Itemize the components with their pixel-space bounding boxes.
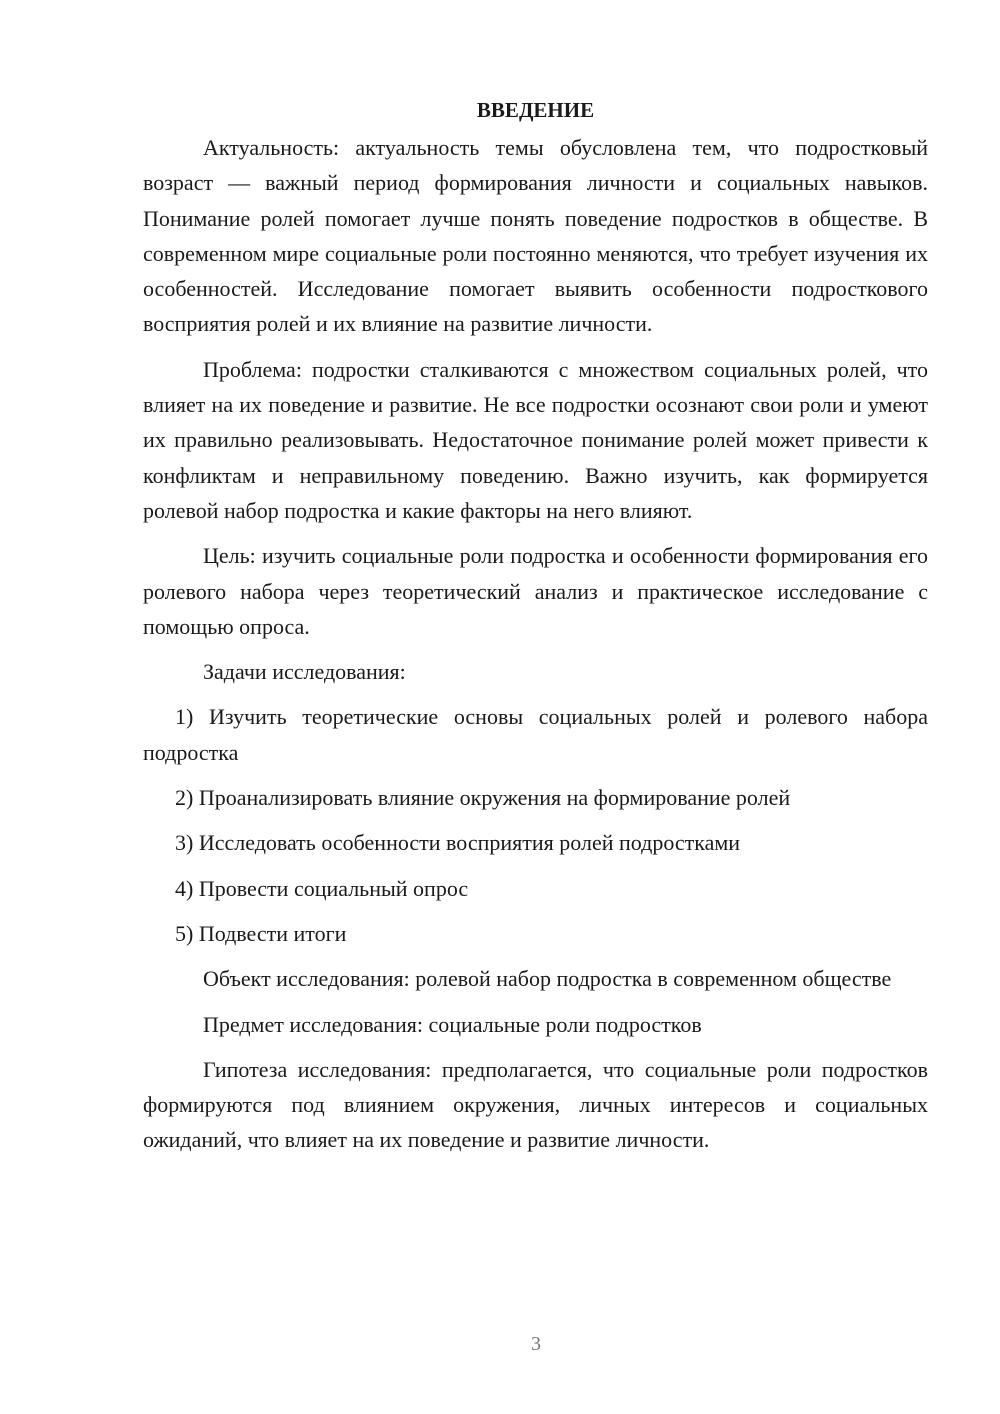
task-item-4: 4) Провести социальный опрос [175,875,469,901]
task-item-3: 3) Исследовать особенности восприятия ролей подростками [175,830,741,856]
paragraph-hypothesis: Гипотеза исследования: предполагается, что социальные роли подростков формируются под влиянием окружения, личных интересов и социальных ожиданий, что влияет на их поведение и развитие личности. [143,1056,928,1153]
paragraph-goal: Цель: изучить социальные роли подростка и особенности формирования его ролевого набора через теоретический анализ и практическое исследование с помощью опроса. [143,543,928,639]
paragraph-tasks-heading: Задачи исследования: [203,659,406,685]
paragraph-subject: Предмет исследования: социальные роли подростков [203,1011,702,1037]
task-item-1: 1) Изучить теоретические основы социальных ролей и ролевого набора подростка [143,704,928,765]
paragraph-object: Объект исследования: ролевой набор подростка в современном обществе [203,966,892,992]
paragraph-relevance: Актуальность: актуальность темы обусловлена тем, что подростковый возраст — важный период формирования личности и социальных навыков. Понимание ролей помогает лучше понять поведение подростков в обществе. В современном мире социальные роли постоянно меняются, что требует изучения их особенностей. Исследование помогает выявить особенности подросткового восприятия ролей и их влияние на развитие личности. [143,135,928,337]
task-item-2: 2) Проанализировать влияние окружения на формирование ролей [175,785,791,811]
page-content [143,92,928,1168]
page-title: ВВЕДЕНИЕ [476,98,595,122]
task-item-5: 5) Подвести итоги [175,920,347,946]
paragraph-problem: Проблема: подростки сталкиваются с множеством социальных ролей, что влияет на их поведение и развитие. Не все подростки осознают свои роли и умеют их правильно реализовывать. Недостаточное понимание ролей может привести к конфликтам и неправильному поведению. Важно изучить, как формируется ролевой набор подростка и какие факторы на него влияют. [143,356,928,523]
page-number: 3 [531,1333,541,1355]
